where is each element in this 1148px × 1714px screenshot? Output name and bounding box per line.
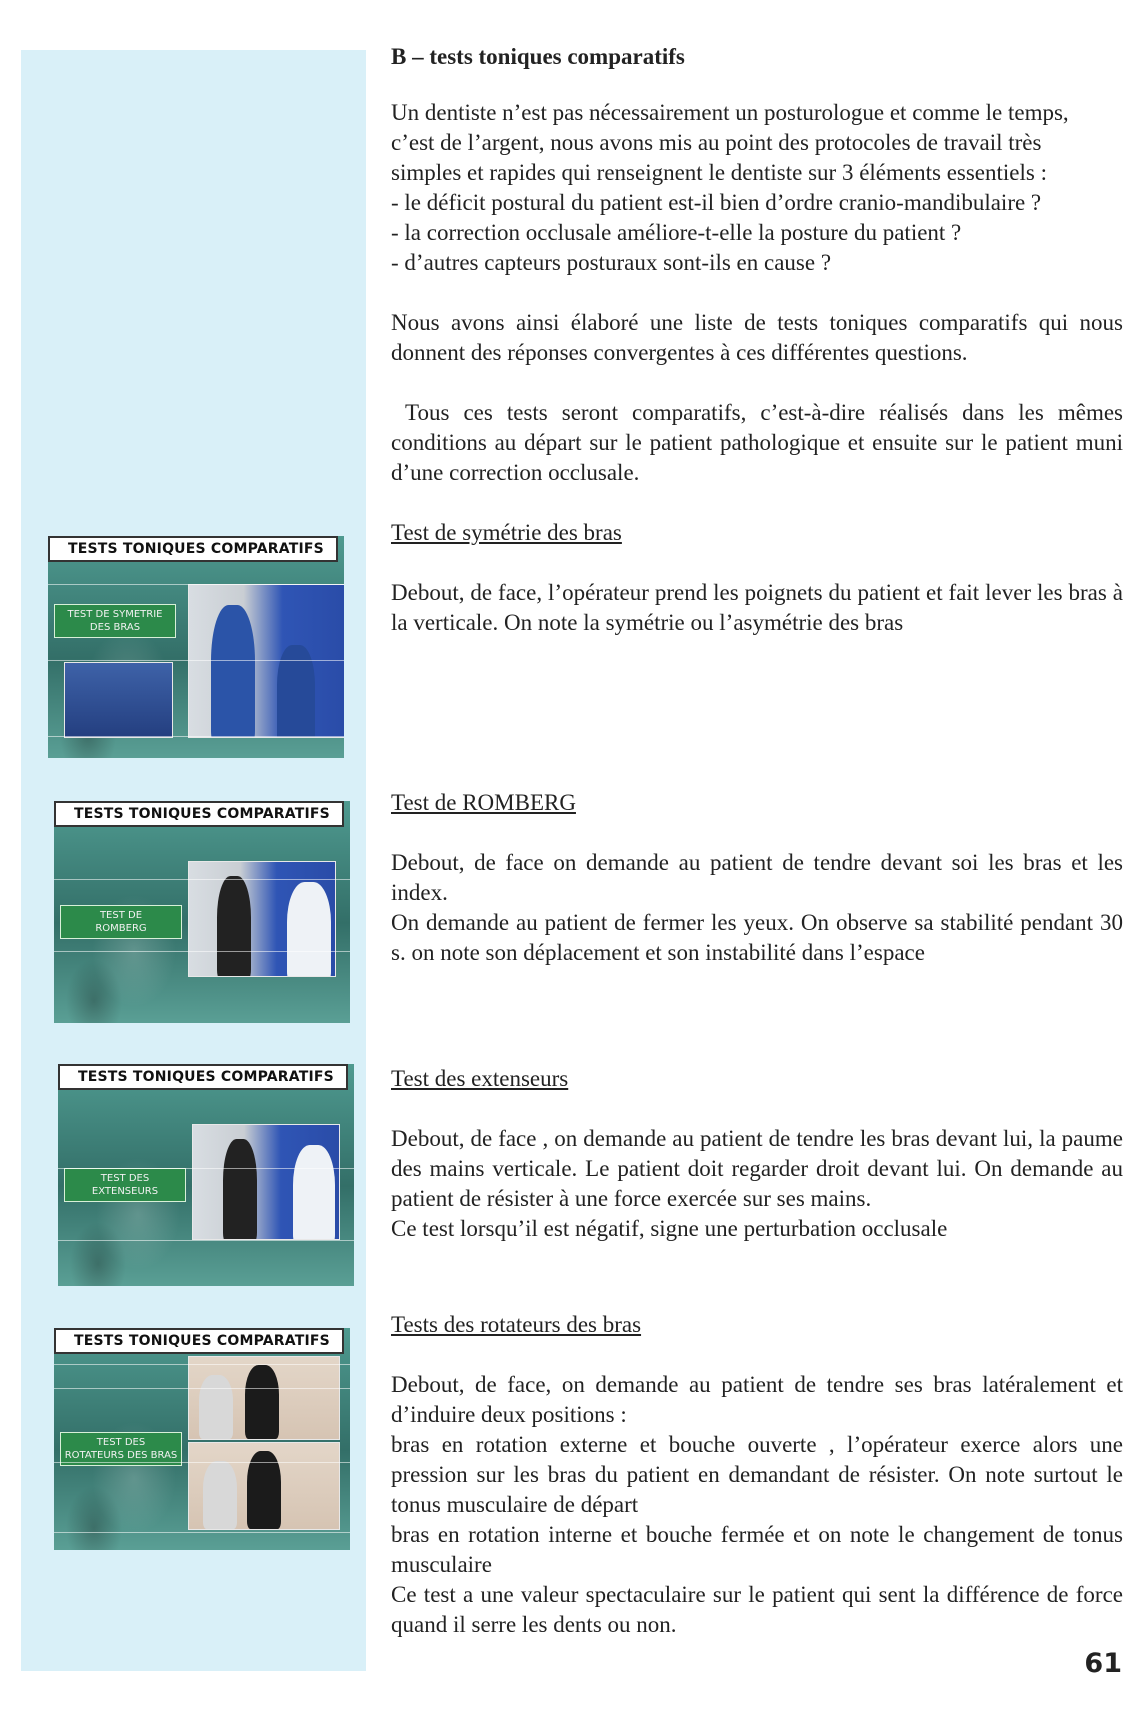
slide-header: TESTS TONIQUES COMPARATIFS — [54, 1328, 344, 1354]
test-heading-romberg: Test de ROMBERG — [391, 790, 576, 815]
test-description: Debout, de face, l’opérateur prend les poignets du patient et fait lever les bras à la verticale. On note la symétrie ou l’asymétrie des bras — [391, 580, 1123, 635]
slide-photo — [188, 584, 344, 738]
section-title: B – tests toniques comparatifs — [391, 44, 685, 69]
intro-line: c’est de l’argent, nous avons mis au point des protocoles de travail très — [391, 130, 1042, 155]
slide-header: TESTS TONIQUES COMPARATIFS — [54, 801, 344, 827]
slide-thumbnail-extenseurs — [58, 1064, 354, 1286]
slide-label — [64, 1168, 186, 1202]
test-description: Ce test a une valeur spectaculaire sur le patient qui sent la différence de force quand il serre les dents ou non. — [391, 1582, 1123, 1637]
slide-label — [60, 905, 182, 939]
page-number: 61 — [1084, 1648, 1122, 1679]
test-description: Debout, de face on demande au patient de tendre devant soi les bras et les index. — [391, 850, 1123, 905]
intro-line: Un dentiste n’est pas nécessairement un posturologue et comme le temps, — [391, 100, 1069, 125]
test-description: On demande au patient de fermer les yeux. On observe sa stabilité pendant 30 s. on note son déplacement et son instabilité dans l’espace — [391, 910, 1123, 965]
test-description: Debout, de face, on demande au patient de tendre ses bras latéralement et d’induire deux positions : — [391, 1372, 1123, 1427]
paragraph-2: Nous avons ainsi élaboré une liste de tests toniques comparatifs qui nous donnent des réponses convergentes à ces différentes questions. — [391, 310, 1123, 365]
intro-paragraph — [391, 98, 1123, 278]
test-description: bras en rotation interne et bouche fermée et on note le changement de tonus musculaire — [391, 1522, 1123, 1577]
intro-line: - le déficit postural du patient est-il bien d’ordre cranio-mandibulaire ? — [391, 190, 1042, 215]
test-description: Ce test lorsqu’il est négatif, signe une perturbation occlusale — [391, 1216, 948, 1241]
slide-thumbnail-romberg — [54, 801, 350, 1023]
slide-label-line: TEST DE SYMETRIE — [67, 609, 163, 620]
slide-thumbnail-rotateurs — [54, 1328, 350, 1550]
slide-label-line: ROTATEURS DES BRAS — [64, 1450, 178, 1461]
test-description: Debout, de face , on demande au patient de tendre les bras devant lui, la paume des mains verticale. Le patient doit regarder droit devant lui. On demande au patient de résister à une force exercée sur ses mains. — [391, 1126, 1123, 1211]
slide-label — [54, 604, 176, 638]
slide-label-line: DES BRAS — [89, 622, 141, 633]
intro-line: simples et rapides qui renseignent le dentiste sur 3 éléments essentiels : — [391, 160, 1047, 185]
slide-label-line: TEST DES — [100, 1173, 150, 1184]
slide-label — [60, 1432, 182, 1466]
test-heading-symetrie: Test de symétrie des bras — [391, 520, 622, 545]
slide-thumbnail-symetrie — [48, 536, 344, 758]
slide-label-line: TEST DE — [99, 910, 143, 921]
slide-photo — [188, 1442, 340, 1530]
slide-header: TESTS TONIQUES COMPARATIFS — [48, 536, 338, 562]
paragraph-3: Tous ces tests seront comparatifs, c’est-à-dire réalisés dans les mêmes conditions au départ sur le patient pathologique et ensuite sur le patient muni d’une correction occlusale. — [391, 400, 1129, 485]
test-heading-rotateurs: Tests des rotateurs des bras — [391, 1312, 642, 1337]
test-heading-extenseurs: Test des extenseurs — [391, 1066, 569, 1091]
intro-line: - la correction occlusale améliore-t-elle la posture du patient ? — [391, 220, 962, 245]
slide-label-line: ROMBERG — [95, 923, 147, 934]
slide-photo — [188, 1356, 340, 1440]
test-description: bras en rotation externe et bouche ouverte , l’opérateur exerce alors une pression sur les bras du patient en demandant de résister. On note surtout le tonus musculaire de départ — [391, 1432, 1123, 1517]
slide-label-line: TEST DES — [96, 1437, 146, 1448]
intro-line: - d’autres capteurs posturaux sont-ils en cause ? — [391, 250, 832, 275]
slide-label-line: EXTENSEURS — [91, 1186, 159, 1197]
slide-photo — [192, 1124, 340, 1240]
slide-photo — [64, 662, 173, 738]
slide-header: TESTS TONIQUES COMPARATIFS — [58, 1064, 348, 1090]
text-column — [391, 44, 1129, 1640]
